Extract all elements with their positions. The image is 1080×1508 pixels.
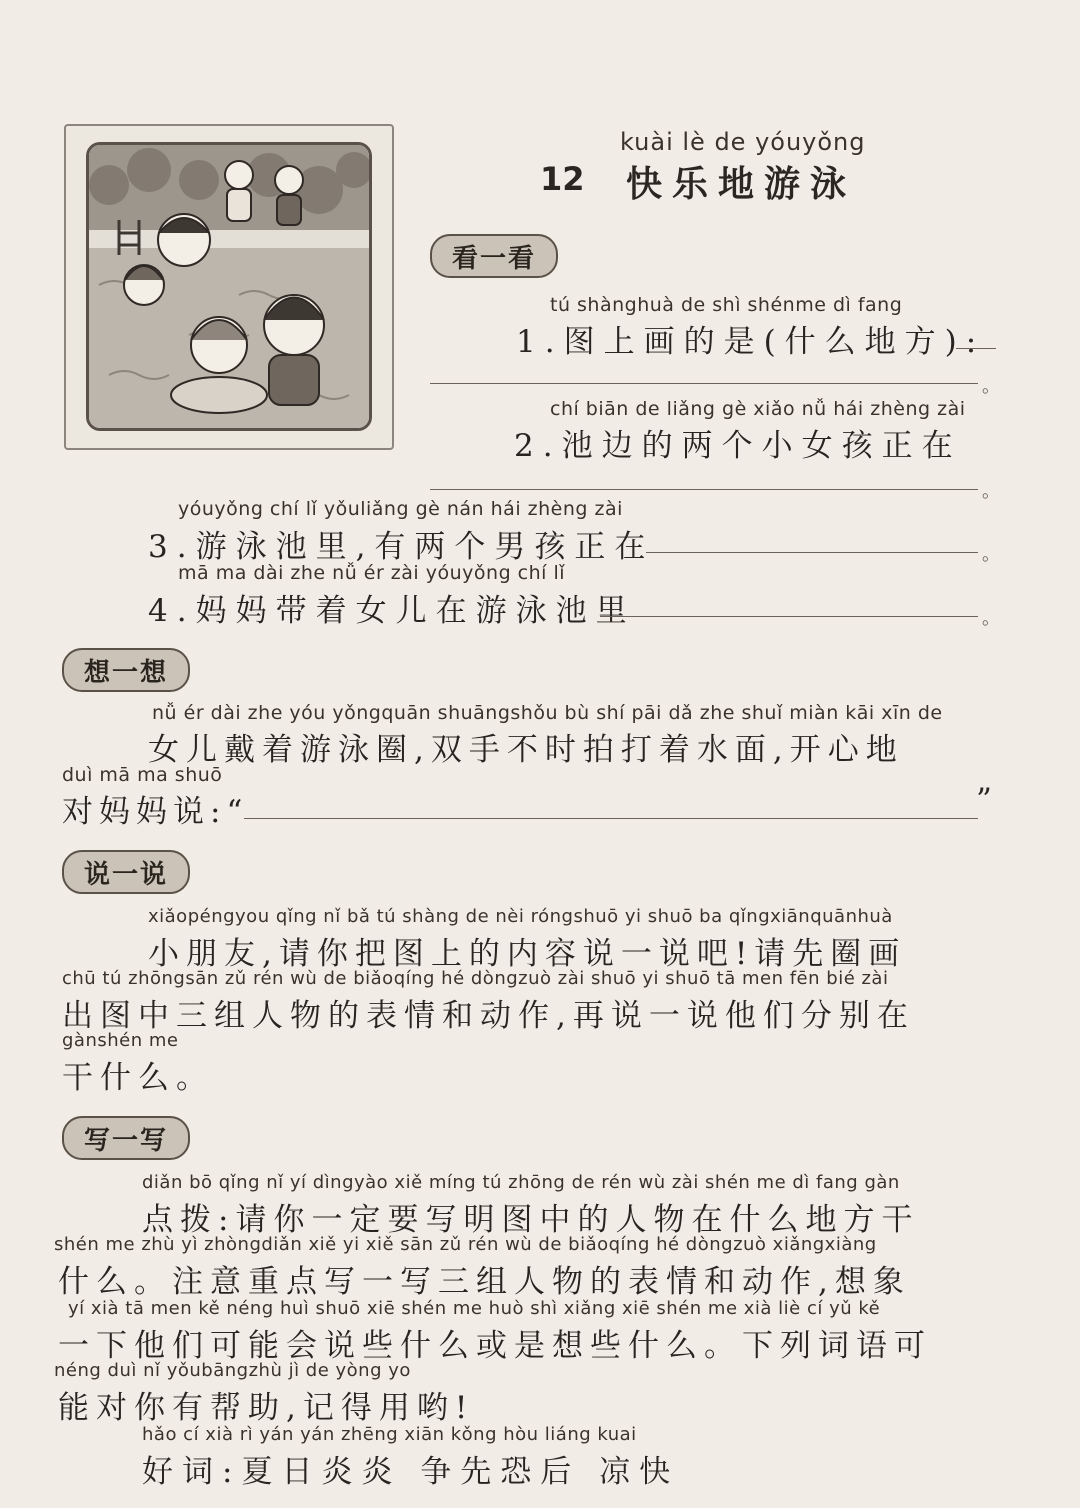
section-label-look: 看一看 — [430, 234, 558, 278]
speak-line3-pinyin: gànshén me — [62, 1030, 179, 1051]
speak-line2-pinyin: chū tú zhōngsān zǔ rén wù de biǎoqíng hé dòngzuò zài shuō yi shuō tā men fēn bié zài — [62, 968, 889, 989]
q3-answer-line[interactable] — [646, 552, 978, 553]
period-mark: 。 — [982, 481, 1000, 502]
think-line2-pinyin: duì mā ma shuō — [62, 764, 223, 786]
think-line1-text: 女儿戴着游泳圈,双手不时拍打着水面,开心地 — [148, 732, 904, 768]
section-label-write: 写一写 — [62, 1116, 190, 1160]
speak-line2-text: 出图中三组人物的表情和动作,再说一说他们分别在 — [62, 998, 915, 1034]
write-line1-pinyin: diǎn bō qǐng nǐ yí dìngyào xiě míng tú zhōng de rén wù zài shén me dì fang gàn — [142, 1172, 900, 1193]
close-quote: ” — [976, 782, 992, 818]
illustration — [86, 142, 372, 431]
period-mark: 。 — [982, 608, 1000, 629]
write-line2-text: 什么。注意重点写一写三组人物的表情和动作,想象 — [58, 1264, 911, 1300]
q1-answer-line-2[interactable] — [430, 383, 978, 384]
lesson-title: 快乐地游泳 — [626, 164, 857, 205]
q1-answer-line-1[interactable] — [956, 348, 996, 349]
think-line1-pinyin: nǚ ér dài zhe yóu yǒngquān shuāngshǒu bù shí pāi dǎ zhe shuǐ miàn kāi xīn de — [152, 702, 943, 724]
write-line5-text: 好词:夏日炎炎 争先恐后 凉快 — [142, 1454, 680, 1490]
q3-pinyin: yóuyǒng chí lǐ yǒuliǎng gè nán hái zhèng zài — [178, 498, 623, 520]
section-label-think: 想一想 — [62, 648, 190, 692]
speak-line1-pinyin: xiǎopéngyou qǐng nǐ bǎ tú shàng de nèi róngshuō yi shuō ba qǐngxiānquānhuà — [148, 906, 893, 927]
section-label-speak: 说一说 — [62, 850, 190, 894]
q4-answer-line[interactable] — [600, 616, 978, 617]
think-line2-text: 对妈妈说:“ — [62, 794, 249, 830]
write-line1-text: 点拨:请你一定要写明图中的人物在什么地方干 — [142, 1202, 920, 1238]
q1-text: 1.图上画的是(什么地方): — [516, 324, 986, 360]
write-line3-pinyin: yí xià tā men kě néng huì shuō xiē shén me huò shì xiǎng xiē shén me xià liè cí yǔ kě — [68, 1298, 881, 1319]
write-line5-pinyin: hǎo cí xià rì yán yán zhēng xiān kǒng hòu liáng kuai — [142, 1424, 637, 1445]
q4-text: 4.妈妈带着女儿在游泳池里 — [148, 593, 636, 629]
q4-pinyin: mā ma dài zhe nǚ ér zài yóuyǒng chí lǐ — [178, 562, 566, 584]
write-line2-pinyin: shén me zhù yì zhòngdiǎn xiě yi xiě sān zǔ rén wù de biǎoqíng hé dòngzuò xiǎngxiàng — [54, 1234, 877, 1255]
think-answer-line[interactable] — [244, 818, 978, 819]
q3-text: 3.游泳池里,有两个男孩正在 — [148, 529, 655, 565]
write-line4-pinyin: néng duì nǐ yǒubāngzhù jì de yòng yo — [54, 1360, 411, 1381]
speak-line3-text: 干什么。 — [62, 1060, 214, 1096]
speak-line1-text: 小朋友,请你把图上的内容说一说吧!请先圈画 — [148, 936, 907, 972]
q2-text: 2.池边的两个小女孩正在 — [514, 428, 962, 464]
q2-pinyin: chí biān de liǎng gè xiǎo nǚ hái zhèng zài — [550, 398, 966, 420]
lesson-number: 12 — [540, 160, 585, 198]
q1-pinyin: tú shànghuà de shì shénme dì fang — [550, 294, 903, 316]
q2-answer-line[interactable] — [430, 489, 978, 490]
period-mark: 。 — [982, 376, 1000, 397]
period-mark: 。 — [982, 544, 1000, 565]
write-line3-text: 一下他们可能会说些什么或是想些什么。下列词语可 — [58, 1328, 932, 1364]
swimming-pool-illustration — [89, 145, 369, 428]
write-line4-text: 能对你有帮助,记得用哟! — [58, 1390, 475, 1426]
title-pinyin: kuài lè de yóuyǒng — [620, 128, 866, 156]
